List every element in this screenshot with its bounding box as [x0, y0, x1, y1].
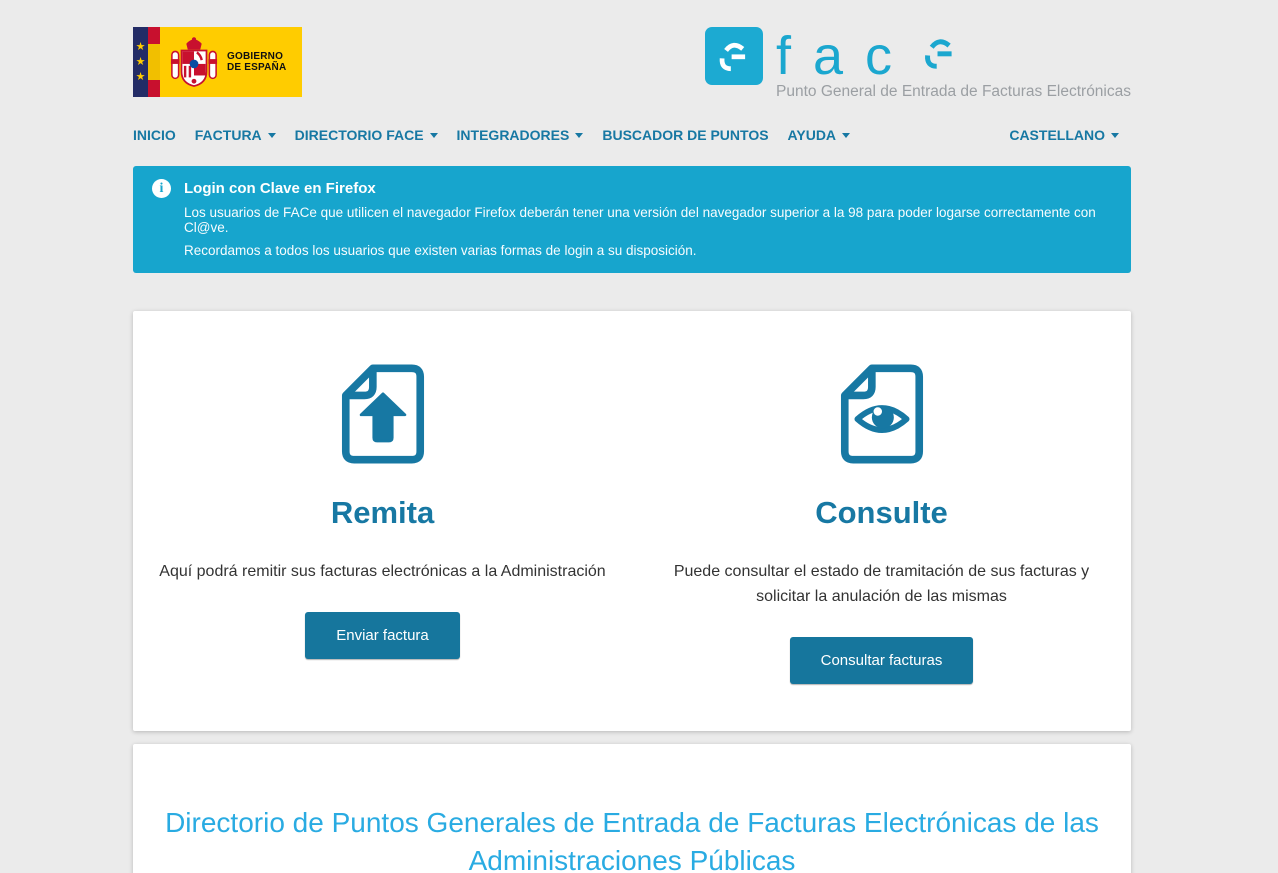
header: [133, 0, 1131, 101]
main-nav: [133, 127, 1131, 143]
chevron-down-icon: [575, 133, 583, 138]
view-document-icon: [838, 361, 926, 467]
nav-label: INICIO: [133, 127, 176, 143]
chevron-down-icon: [842, 133, 850, 138]
spain-flag-strip: [148, 27, 160, 97]
nav-ayuda[interactable]: [788, 127, 851, 143]
nav-factura[interactable]: [195, 127, 276, 143]
remita-title: Remita: [330, 495, 435, 530]
info-banner-text: Recordamos a todos los usuarios que existen varias formas de login a su disposición.: [184, 243, 697, 258]
actions-card: [133, 311, 1131, 731]
directory-card: [133, 744, 1131, 873]
nav-integradores[interactable]: [457, 127, 584, 143]
consulte-section: [632, 361, 1131, 731]
gobierno-espana-logo[interactable]: [133, 27, 302, 97]
gov-logo-field: [160, 27, 302, 97]
consultar-facturas-button[interactable]: Consultar facturas: [790, 637, 974, 684]
enviar-factura-button[interactable]: Enviar factura: [305, 612, 460, 659]
info-icon: i: [152, 179, 171, 198]
remita-description: Aquí podrá remitir sus facturas electrónicas a la Administración: [159, 563, 606, 580]
eu-star-icon: ★: [135, 71, 146, 83]
upload-document-icon: [339, 361, 427, 467]
face-tagline: Punto General de Entrada de Facturas Electrónicas: [776, 83, 1131, 100]
info-banner-header: [152, 179, 1111, 198]
info-banner-text: Los usuarios de FACe que utilicen el navegador Firefox deberán tener una versión del navegador superior a la 98 para poder logarse correctamente con Cl@ve.: [184, 205, 1096, 235]
face-wordmark-letters: fac: [776, 26, 915, 86]
face-wordmark: [776, 26, 1131, 86]
eu-flag-strip: [133, 27, 148, 97]
nav-language-selector[interactable]: [1009, 127, 1119, 143]
nav-label: AYUDA: [787, 127, 837, 143]
consulte-title: Consulte: [815, 495, 948, 530]
nav-label: DIRECTORIO FACE: [294, 127, 424, 143]
chevron-down-icon: [268, 133, 276, 138]
nav-label: INTEGRADORES: [456, 127, 570, 143]
nav-directorio-face[interactable]: [295, 127, 438, 143]
nav-label: FACTURA: [194, 127, 262, 143]
directory-title: Directorio de Puntos Generales de Entrada de Facturas Electrónicas de las Administraciones Públicas: [165, 807, 1099, 873]
chevron-down-icon: [1111, 133, 1119, 138]
info-banner: [133, 166, 1131, 273]
chevron-down-icon: [430, 133, 438, 138]
face-logo[interactable]: [705, 27, 1131, 101]
face-e-glyph-icon: [916, 29, 964, 77]
spain-coat-of-arms-icon: [169, 36, 219, 88]
nav-label: BUSCADOR DE PUNTOS: [602, 127, 769, 143]
info-banner-title: Login con Clave en Firefox: [184, 180, 376, 197]
consulte-description: Puede consultar el estado de tramitación de sus facturas y solicitar la anulación de las mismas: [673, 563, 1090, 605]
nav-label: CASTELLANO: [1009, 127, 1105, 143]
nav-buscador-de-puntos[interactable]: [602, 127, 768, 143]
eu-star-icon: ★: [135, 41, 146, 53]
page-container: [133, 0, 1131, 873]
nav-inicio[interactable]: [133, 127, 176, 143]
remita-section: [133, 361, 632, 731]
eu-star-icon: ★: [135, 56, 146, 68]
face-icon: [705, 27, 763, 85]
gov-logo-text: GOBIERNO DE ESPAÑA: [227, 50, 287, 73]
